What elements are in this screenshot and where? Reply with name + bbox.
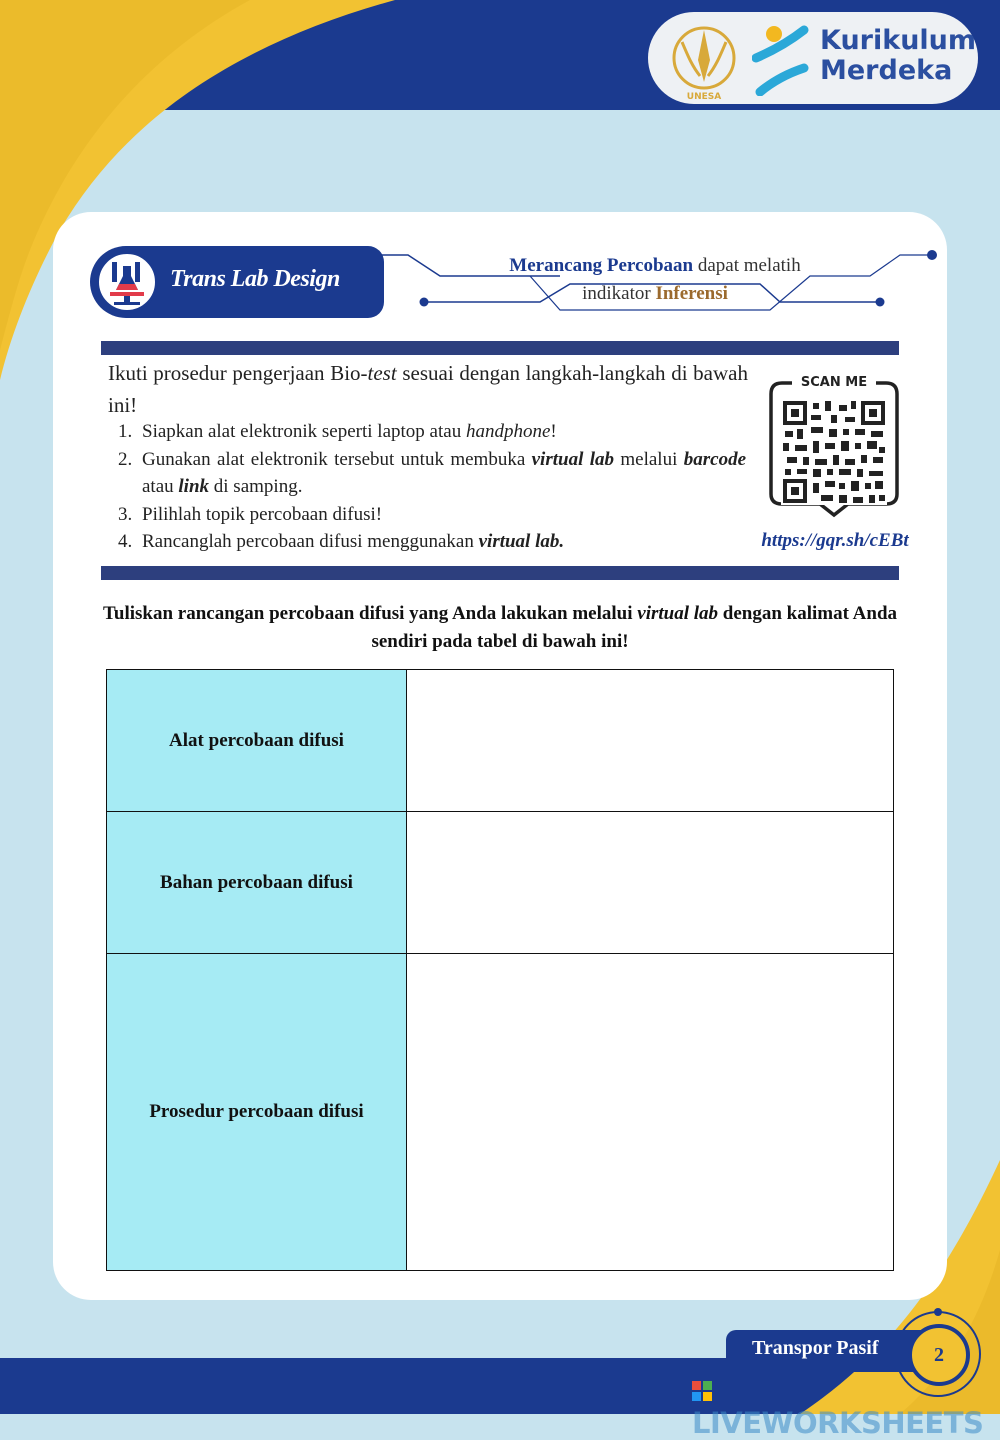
tagline-indicator-label: indikator [582, 283, 656, 304]
step-text: Pilihlah topik percobaan difusi! [142, 503, 383, 525]
step-text-part: Siapkan alat elektronik seperti laptop atau [142, 421, 466, 442]
step-text-part: atau [142, 476, 179, 497]
virtual-lab-link[interactable]: https://gqr.sh/cEBt [761, 530, 909, 551]
step-text-italic: handphone [465, 421, 551, 442]
tagline-indicator: Inferensi [655, 283, 728, 304]
merdeka-text: Merdeka [820, 55, 953, 86]
list-item [118, 418, 746, 446]
liveworksheets-logo-icon [692, 1381, 712, 1401]
kurikulum-merdeka-logo-icon [752, 22, 812, 96]
answer-cell-bahan[interactable] [407, 812, 894, 954]
divider-bar-bottom [101, 566, 899, 580]
list-item [118, 528, 746, 556]
step-number: 3. [118, 503, 133, 525]
watermark-text: LIVEWORKSHEETS [692, 1406, 984, 1440]
unesa-logo-icon [664, 20, 744, 102]
scan-me-label: SCAN ME [792, 375, 876, 390]
step-text-bold-italic: virtual lab [531, 448, 615, 470]
kurikulum-merdeka-title [820, 26, 976, 86]
step-text-bold-italic: barcode [683, 448, 747, 470]
answer-cell-prosedur[interactable] [407, 954, 894, 1271]
step-text-part: Gunakan alat elektronik tersebut untuk membuka [142, 448, 532, 470]
step-text [142, 446, 746, 501]
page-number: 2 [908, 1324, 970, 1386]
table-row [107, 670, 894, 812]
step-text [142, 528, 746, 556]
kurikulum-text: Kurikulum [820, 25, 977, 56]
footer-title: Transpor Pasif [752, 1337, 879, 1359]
intro-text-part: sesuai dengan langkah-langkah di bawah ini! [108, 361, 748, 417]
list-item [118, 446, 746, 501]
design-table [106, 669, 894, 1271]
step-text-part: di samping. [209, 476, 303, 497]
unesa-logo-text: UNESA [686, 92, 722, 102]
answer-cell-alat[interactable] [407, 670, 894, 812]
row-label: Prosedur percobaan difusi [107, 954, 407, 1271]
task-text-part: dengan kalimat Anda sendiri pada tabel di bawah ini! [371, 603, 898, 652]
step-text [142, 418, 746, 446]
qr-code-icon[interactable] [781, 399, 887, 505]
divider-bar-top [101, 341, 899, 355]
tagline-highlight: Merancang Percobaan [509, 255, 694, 276]
task-instruction [100, 600, 900, 656]
intro-text-part: Ikuti prosedur pengerjaan Bio- [108, 361, 368, 385]
step-number: 1. [118, 421, 133, 442]
step-number: 4. [118, 531, 133, 552]
intro-text-italic: test [367, 361, 397, 385]
badge-title: Trans Lab Design [170, 266, 340, 292]
step-number: 2. [118, 448, 133, 470]
tagline-text: dapat melatih [693, 255, 801, 276]
lab-flask-icon [106, 258, 148, 306]
steps-list [118, 418, 746, 556]
row-label: Bahan percobaan difusi [107, 812, 407, 954]
step-text-bold-italic: virtual lab. [478, 531, 565, 552]
step-text-part: Rancanglah percobaan difusi menggunakan [142, 531, 479, 552]
table-row [107, 954, 894, 1271]
step-text-part: ! [550, 421, 557, 442]
watermark [692, 1372, 1000, 1440]
task-text-italic: virtual lab [637, 603, 719, 624]
step-text-bold-italic: link [178, 476, 210, 497]
row-label: Alat percobaan difusi [107, 670, 407, 812]
task-text-part: Tuliskan rancangan percobaan difusi yang Anda lakukan melalui [102, 603, 638, 624]
list-item [118, 501, 746, 529]
tagline [470, 252, 840, 308]
step-text-part: melalui [614, 448, 684, 470]
table-row [107, 812, 894, 954]
intro-text [108, 357, 748, 421]
